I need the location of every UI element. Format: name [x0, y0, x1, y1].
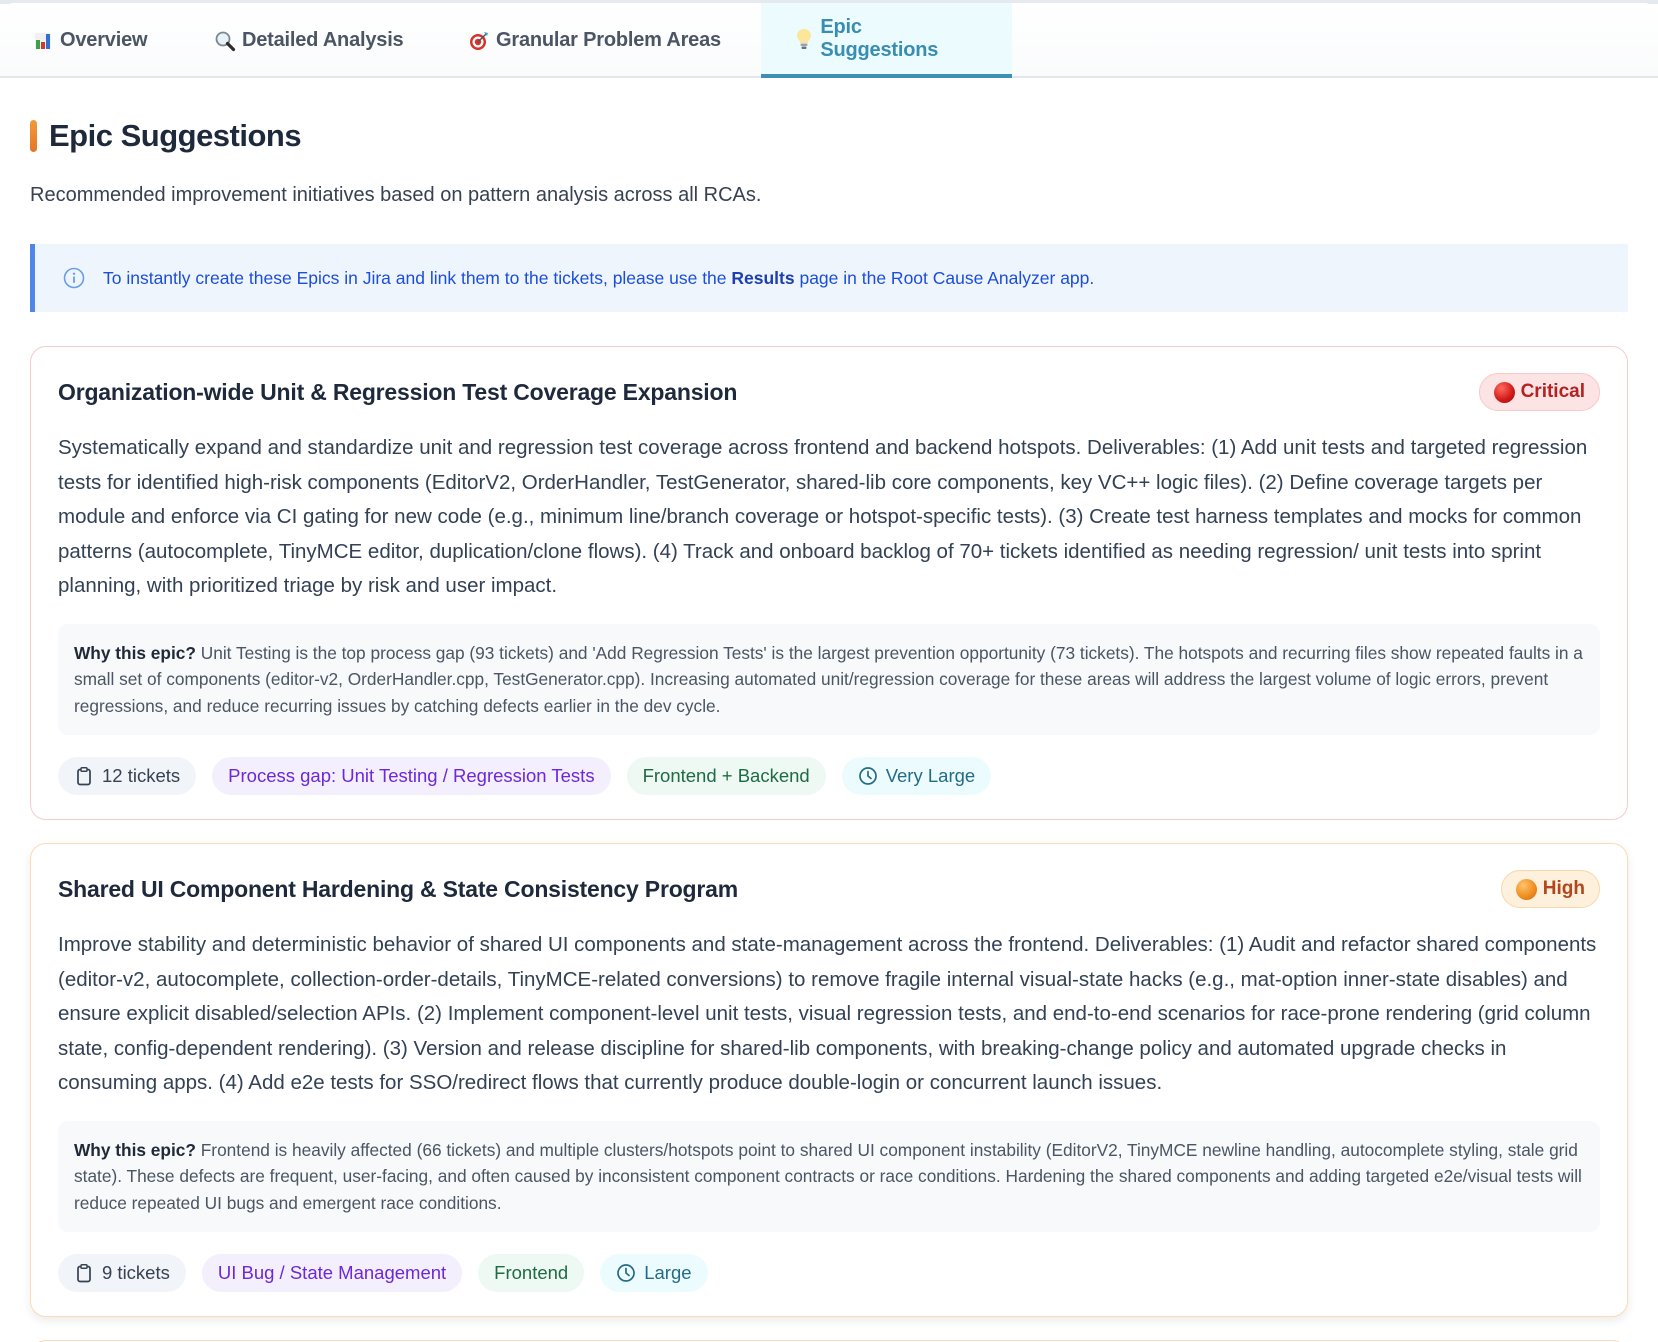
results-link-text: Results — [731, 267, 795, 288]
ticket-count-chip: 9 tickets — [58, 1254, 186, 1292]
clipboard-icon — [74, 1263, 94, 1283]
info-banner — [30, 244, 1628, 312]
tab-epic-suggestions[interactable] — [761, 3, 1012, 78]
scope-chip: Frontend + Backend — [627, 757, 826, 795]
epic-tags — [58, 1254, 1600, 1292]
page-subtitle: Recommended improvement initiatives based on pattern analysis across all RCAs. — [30, 184, 762, 206]
ticket-count-chip: 12 tickets — [58, 757, 196, 795]
tab-detailed-analysis[interactable] — [182, 3, 435, 78]
lightbulb-icon — [793, 28, 814, 50]
epic-title: Shared UI Component Hardening & State Consistency Program — [58, 876, 738, 902]
page-title: Epic Suggestions — [49, 118, 302, 153]
epic-description: Improve stability and deterministic behavior of shared UI components and state-management across the frontend. Deliverables: (1) Audit and refactor shared components (editor-v2, autocomplete, collection-order-details, TinyMCE-related conversions) to remove fragile internal visual-state hacks (e.g., mat-option inner-state disables) and ensure explicit disabled/selection APIs. (2) Implement component-level unit tests, visual regression tests, and end-to-end scenarios for race-prone rendering (grid column state, config-dependent rendering). (3) Version and release discipline for shared-lib components, with breaking-change policy and automated upgrade checks in consuming apps. (4) Add e2e tests for SSO/redirect flows that currently produce double-login or concurrent launch issues. — [58, 933, 1597, 1094]
priority-badge: Critical — [1479, 373, 1600, 411]
info-text: To instantly create these Epics in Jira and link them to the tickets, please use the Results page in the Root Cause Analyzer app. — [103, 267, 1095, 288]
epic-description: Systematically expand and standardize unit and regression test coverage across frontend and backend hotspots. Deliverables: (1) Add unit tests and targeted regression tests for identified high-risk components (EditorV2, OrderHandler, TestGenerator, shared-lib core components, key VC++ logic files). (2) Define coverage targets per module and enforce via CI gating for new code (e.g., minimum line/branch coverage or hotspot-specific tests). (3) Create test harness templates and mocks for common patterns (autocomplete, TinyMCE editor, duplication/clone flows). (4) Track and onboard backlog of 70+ tickets identified as needing regression/ unit tests into sprint planning, with prioritized triage by risk and user impact. — [58, 436, 1588, 597]
category-chip: UI Bug / State Management — [202, 1254, 462, 1292]
orange-circle-icon — [1516, 879, 1537, 900]
epic-title: Organization-wide Unit & Regression Test Coverage Expansion — [58, 379, 738, 405]
epic-tags — [58, 757, 1600, 795]
title-accent-bar — [30, 120, 37, 152]
clipboard-icon — [74, 766, 94, 786]
red-circle-icon — [1494, 382, 1515, 403]
why-this-epic: Why this epic? Frontend is heavily affected (66 tickets) and multiple clusters/hotspots point to shared UI component instability (EditorV2, TinyMCE newline handling, autocomplete styling, stale grid state). These defects are frequent, user-facing, and often caused by inconsistent component contracts or race conditions. Hardening the shared components and adding targeted e2e/visual tests will reduce repeated UI bugs and emergent race conditions. — [58, 1121, 1600, 1232]
clock-icon — [616, 1263, 636, 1283]
clock-icon — [858, 766, 878, 786]
tab-granular-problem-areas[interactable] — [436, 3, 753, 78]
target-icon — [468, 30, 490, 52]
bar-chart-icon — [32, 30, 54, 52]
epic-card — [30, 843, 1628, 1317]
effort-chip: Large — [600, 1254, 707, 1292]
scope-chip: Frontend — [478, 1254, 584, 1292]
tab-label: Epic Suggestions — [820, 15, 939, 61]
page-header — [30, 118, 301, 154]
why-this-epic: Why this epic? Unit Testing is the top process gap (93 tickets) and 'Add Regression Tests' is the largest prevention opportunity (73 tickets). The hotspots and recurring files show repeated faults in a small set of components (editor-v2, OrderHandler.cpp, TestGenerator.cpp). Increasing automated unit/regression coverage for these areas will address the largest volume of logic errors, prevent regressions, and reduce recurring issues by catching defects earlier in the dev cycle. — [58, 624, 1600, 735]
epic-card — [30, 346, 1628, 820]
tab-label: Overview — [60, 29, 148, 51]
info-icon — [63, 267, 85, 289]
magnifier-icon — [214, 30, 236, 52]
effort-chip: Very Large — [842, 757, 991, 795]
tab-overview[interactable] — [0, 3, 179, 78]
priority-badge: High — [1501, 870, 1600, 908]
tab-label: Detailed Analysis — [242, 29, 404, 51]
tab-bar — [0, 3, 1658, 78]
category-chip: Process gap: Unit Testing / Regression Tests — [212, 757, 610, 795]
tab-label: Granular Problem Areas — [496, 29, 721, 51]
